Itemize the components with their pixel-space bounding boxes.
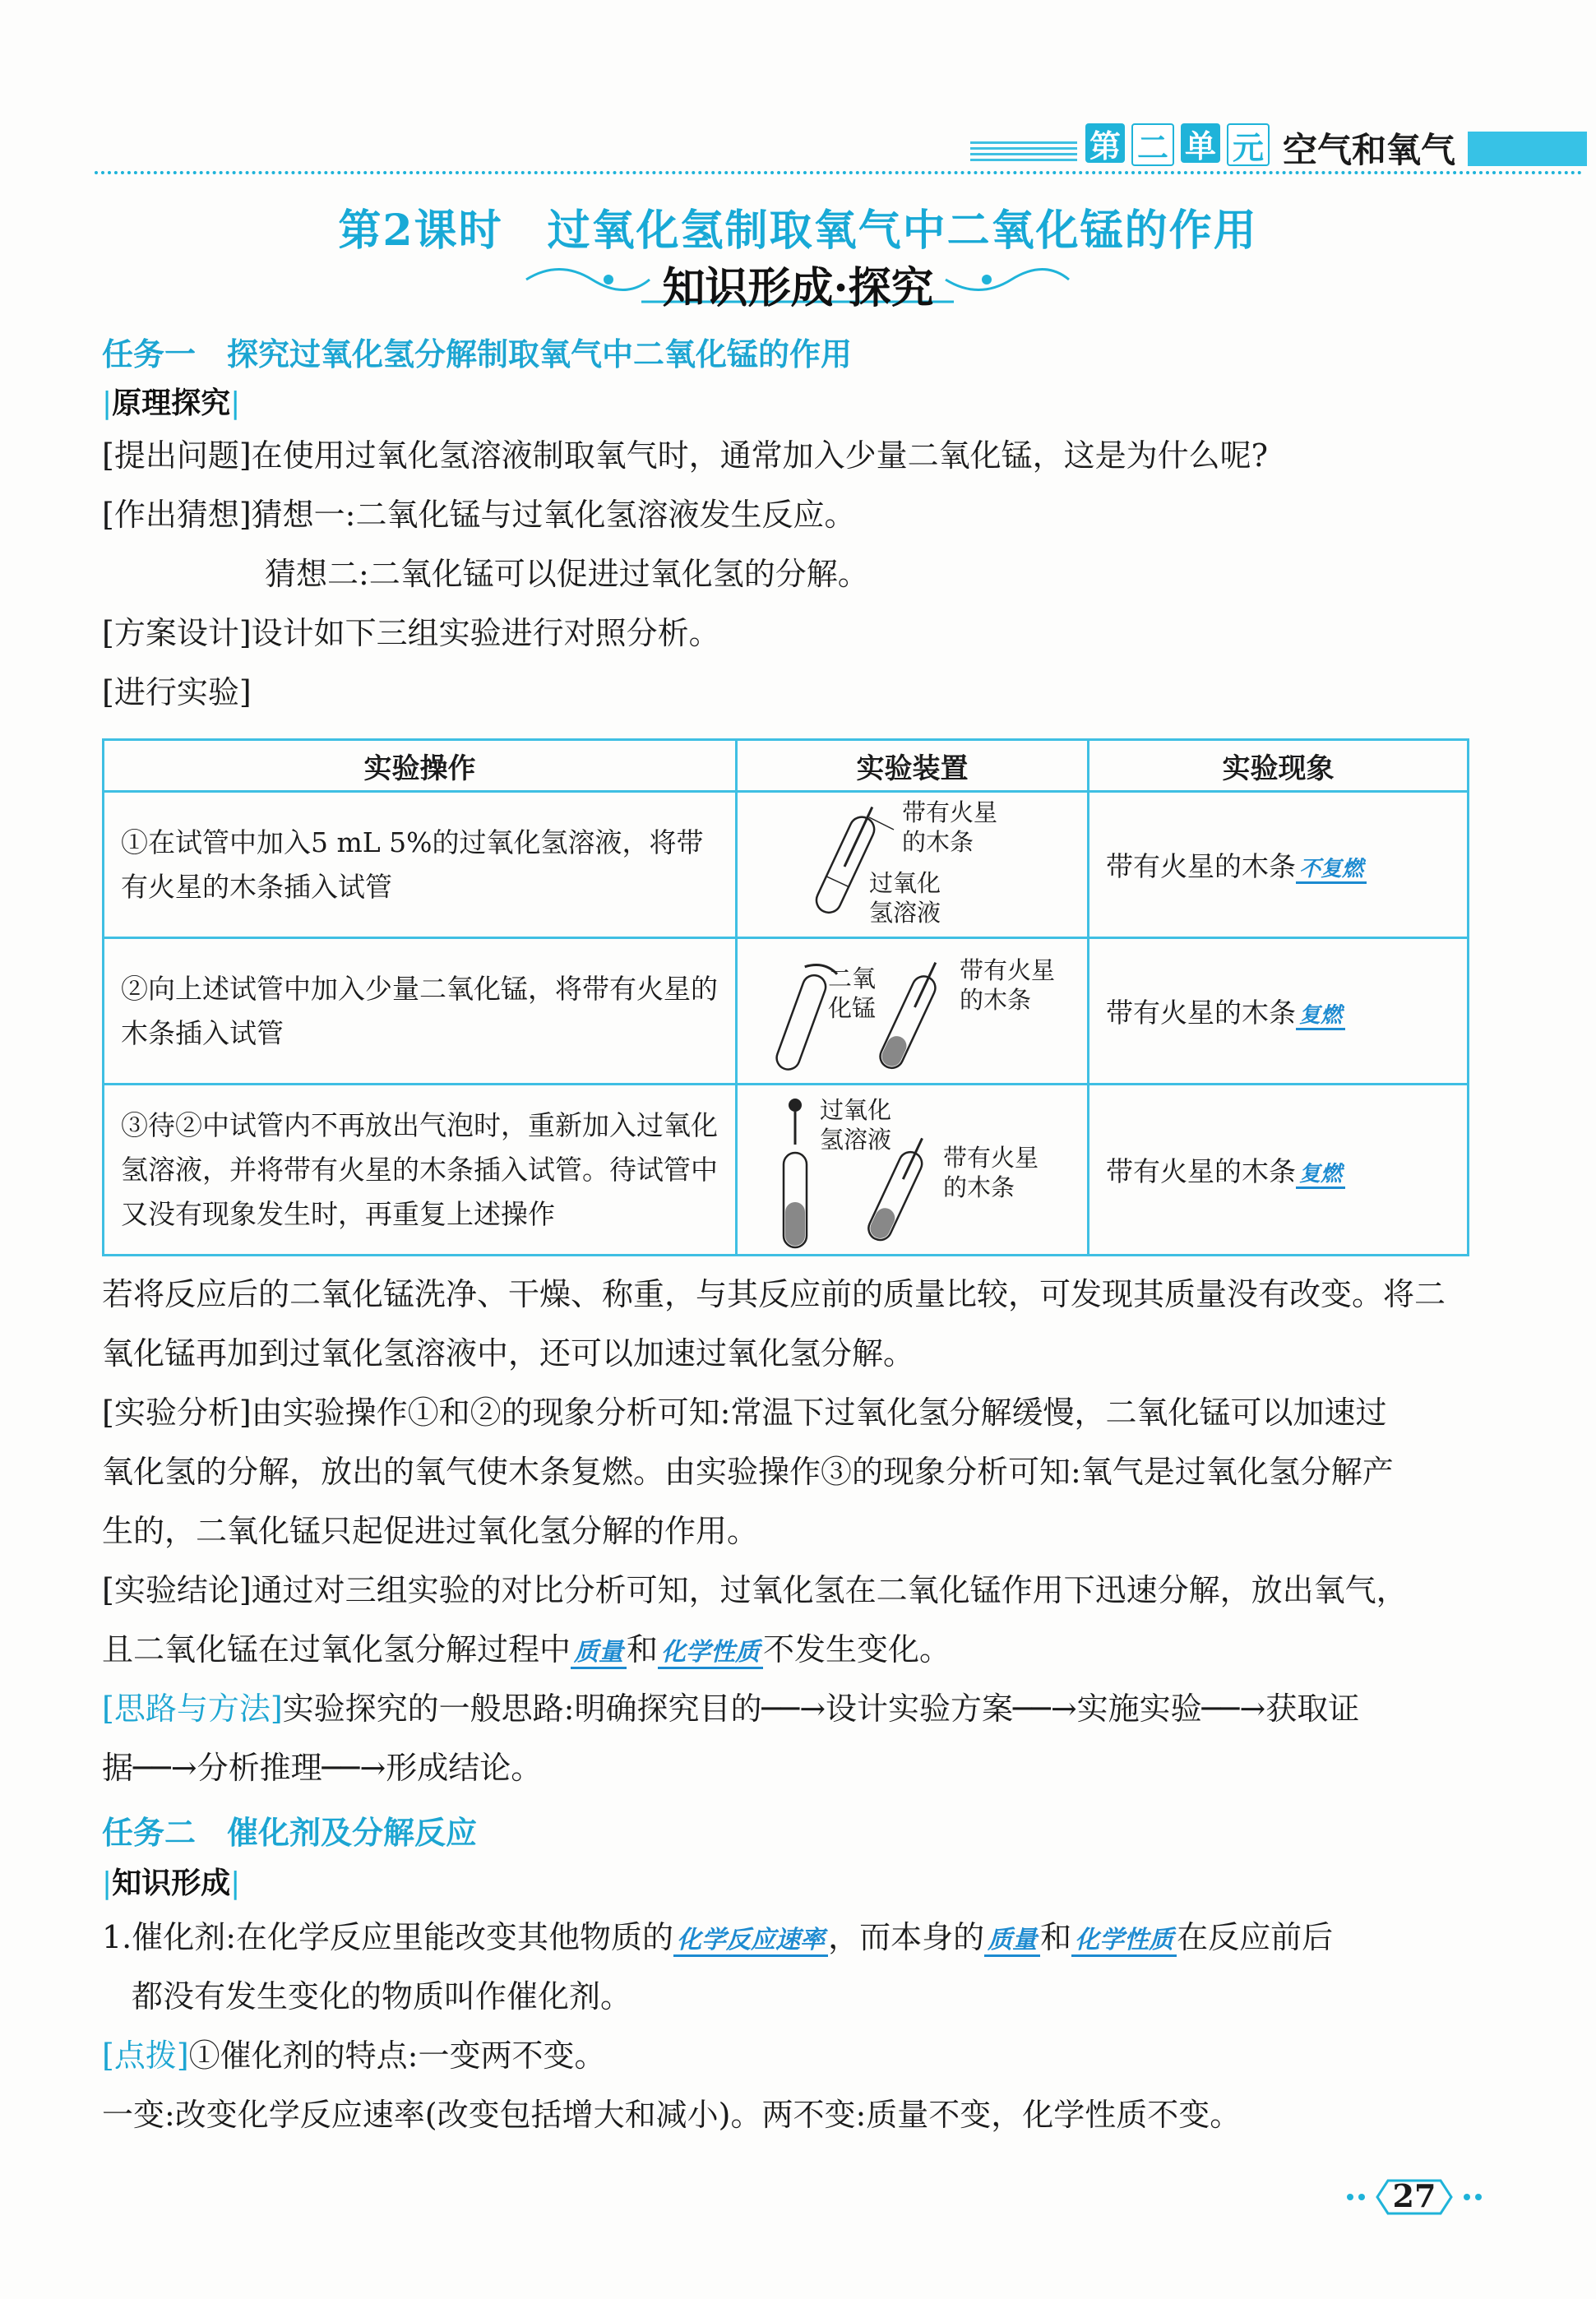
unit-title: 空气和氧气 — [1283, 130, 1456, 170]
method-line — [102, 1679, 1359, 1738]
paragraph-line: 生的，二氧化锰只起促进过氧化氢分解的作用。 — [102, 1513, 759, 1549]
apparatus-cell — [737, 938, 1089, 1085]
tip-tag: [点拨] — [102, 2038, 189, 2074]
paragraph-line: 氧化锰再加到过氧化氢溶液中，还可以加速过氧化氢分解。 — [102, 1335, 915, 1372]
phenomenon-cell — [1089, 938, 1469, 1085]
experiment-label: [进行实验] — [102, 674, 252, 710]
apparatus-label: 的木条 — [902, 828, 974, 856]
tag-text: 知识形成 — [112, 1866, 231, 1900]
table-row — [104, 792, 1469, 938]
header-divider — [95, 171, 1583, 174]
phenomenon-text: 带有火星的木条 — [1106, 850, 1296, 882]
answer: 不复燃 — [1296, 857, 1367, 884]
lesson-title: 第2课时 过氧化氢制取氧气中二氧化锰的作用 — [338, 206, 1258, 256]
unit-char: 元 — [1227, 123, 1270, 166]
header-cell: 实验装置 — [737, 740, 1089, 792]
table-row — [104, 938, 1469, 1085]
text: 1.催化剂:在化学反应里能改变其他物质的 — [102, 1919, 674, 1955]
hypothesis-2: 猜想二:二氧化锰可以促进过氧化氢的分解。 — [265, 556, 869, 592]
paragraph-line: [实验结论]通过对三组实验的对比分析可知，过氧化氢在二氧化锰作用下迅速分解，放出氧气， — [102, 1572, 1408, 1608]
catalyst-definition — [102, 1908, 1333, 1970]
conclusion-line — [102, 1620, 951, 1682]
answer: 复燃 — [1296, 1003, 1345, 1030]
answer: 化学性质 — [658, 1638, 763, 1669]
text: 且二氧化锰在过氧化氢分解过程中 — [102, 1631, 571, 1668]
task2-title: 任务二 催化剂及分解反应 — [102, 1815, 478, 1851]
header-cell: 实验现象 — [1089, 740, 1469, 792]
paragraph-line: [实验分析]由实验操作①和②的现象分析可知:常温下过氧化氢分解缓慢，二氧化锰可以加速过 — [102, 1395, 1387, 1431]
phenomenon-cell — [1089, 792, 1469, 938]
text: 不发生变化。 — [763, 1631, 951, 1668]
apparatus-label: 氢溶液 — [820, 1126, 892, 1154]
answer: 复燃 — [1296, 1162, 1345, 1189]
paragraph-line: 若将反应后的二氧化锰洗净、干燥、称重，与其反应前的质量比较，可发现其质量没有改变。将二 — [102, 1276, 1446, 1312]
operation-cell: ②向上述试管中加入少量二氧化锰，将带有火星的木条插入试管 — [104, 938, 737, 1085]
apparatus-label: 带有火星 — [960, 956, 1056, 984]
method-tag: [思路与方法] — [102, 1691, 283, 1727]
unit-label — [1085, 123, 1270, 169]
tag-text: 原理探究 — [112, 386, 231, 420]
unit-char: 第 — [1085, 123, 1125, 163]
answer: 化学反应速率 — [673, 1926, 828, 1957]
apparatus-label: 二氧 — [828, 964, 877, 992]
answer: 质量 — [984, 1926, 1040, 1957]
task1-title: 任务一 探究过氧化氢分解制取氧气中二氧化锰的作用 — [102, 336, 853, 372]
task2-tag: |知识形成| — [102, 1866, 241, 1900]
text: 和 — [627, 1631, 659, 1668]
question: [提出问题]在使用过氧化氢溶液制取氧气时，通常加入少量二氧化锰，这是为什么呢? — [102, 437, 1269, 474]
text: ①催化剂的特点:一变两不变。 — [188, 2038, 606, 2074]
section-title: 知识形成·探究 — [662, 263, 934, 313]
unit-char: 二 — [1131, 123, 1174, 166]
header-cell: 实验操作 — [104, 740, 737, 792]
apparatus-label: 带有火星 — [902, 798, 998, 826]
text: 在反应前后 — [1177, 1919, 1334, 1955]
page-number: 27 — [1392, 2177, 1436, 2214]
apparatus-label: 化锰 — [828, 994, 877, 1022]
answer: 质量 — [571, 1638, 627, 1669]
operation-cell: ③待②中试管内不再放出气泡时，重新加入过氧化氢溶液，并将带有火星的木条插入试管。待试管中又没有现象发生时，再重复上述操作 — [104, 1085, 737, 1256]
table-row — [104, 1085, 1469, 1256]
paragraph-line: 都没有发生变化的物质叫作催化剂。 — [132, 1978, 632, 2015]
text: 和 — [1040, 1919, 1072, 1955]
design: [方案设计]设计如下三组实验进行对照分析。 — [102, 615, 720, 651]
text: 实验探究的一般思路:明确探究目的──→设计实验方案──→实施实验──→获取证 — [282, 1691, 1360, 1727]
experiment-table — [102, 738, 1469, 1256]
phenomenon-cell — [1089, 1085, 1469, 1256]
tip-line — [102, 2026, 605, 2085]
dropper-test-tube-diagram — [770, 1095, 820, 1251]
task1-tag: |原理探究| — [102, 386, 241, 420]
apparatus-label: 氢溶液 — [869, 899, 941, 927]
answer: 化学性质 — [1071, 1926, 1177, 1957]
paragraph-line: 氧化氢的分解，放出的氧气使木条复燃。由实验操作③的现象分析可知:氧气是过氧化氢分解产 — [102, 1454, 1394, 1490]
operation-cell: ①在试管中加入5 mL 5%的过氧化氢溶液，将带有火星的木条插入试管 — [104, 792, 737, 938]
phenomenon-text: 带有火星的木条 — [1106, 1155, 1296, 1187]
unit-char: 单 — [1181, 123, 1220, 163]
text: ，而本身的 — [828, 1919, 985, 1955]
phenomenon-text: 带有火星的木条 — [1106, 997, 1296, 1029]
apparatus-label: 带有火星 — [943, 1144, 1039, 1172]
paragraph-line: 一变:改变化学反应速率(改变包括增大和减小)。两不变:质量不变，化学性质不变。 — [102, 2097, 1242, 2133]
apparatus-label: 过氧化 — [869, 869, 941, 897]
hypothesis-1: [作出猜想]猜想一:二氧化锰与过氧化氢溶液发生反应。 — [102, 497, 856, 533]
apparatus-label: 的木条 — [943, 1173, 1015, 1201]
apparatus-cell — [737, 1085, 1089, 1256]
apparatus-label: 的木条 — [960, 986, 1032, 1014]
header-decoration — [970, 141, 1077, 164]
apparatus-cell — [737, 792, 1089, 938]
table-header-row — [104, 740, 1469, 792]
apparatus-label: 过氧化 — [820, 1096, 892, 1124]
paragraph-line: 据──→分析推理──→形成结论。 — [102, 1750, 543, 1786]
header-bar — [1468, 132, 1587, 166]
